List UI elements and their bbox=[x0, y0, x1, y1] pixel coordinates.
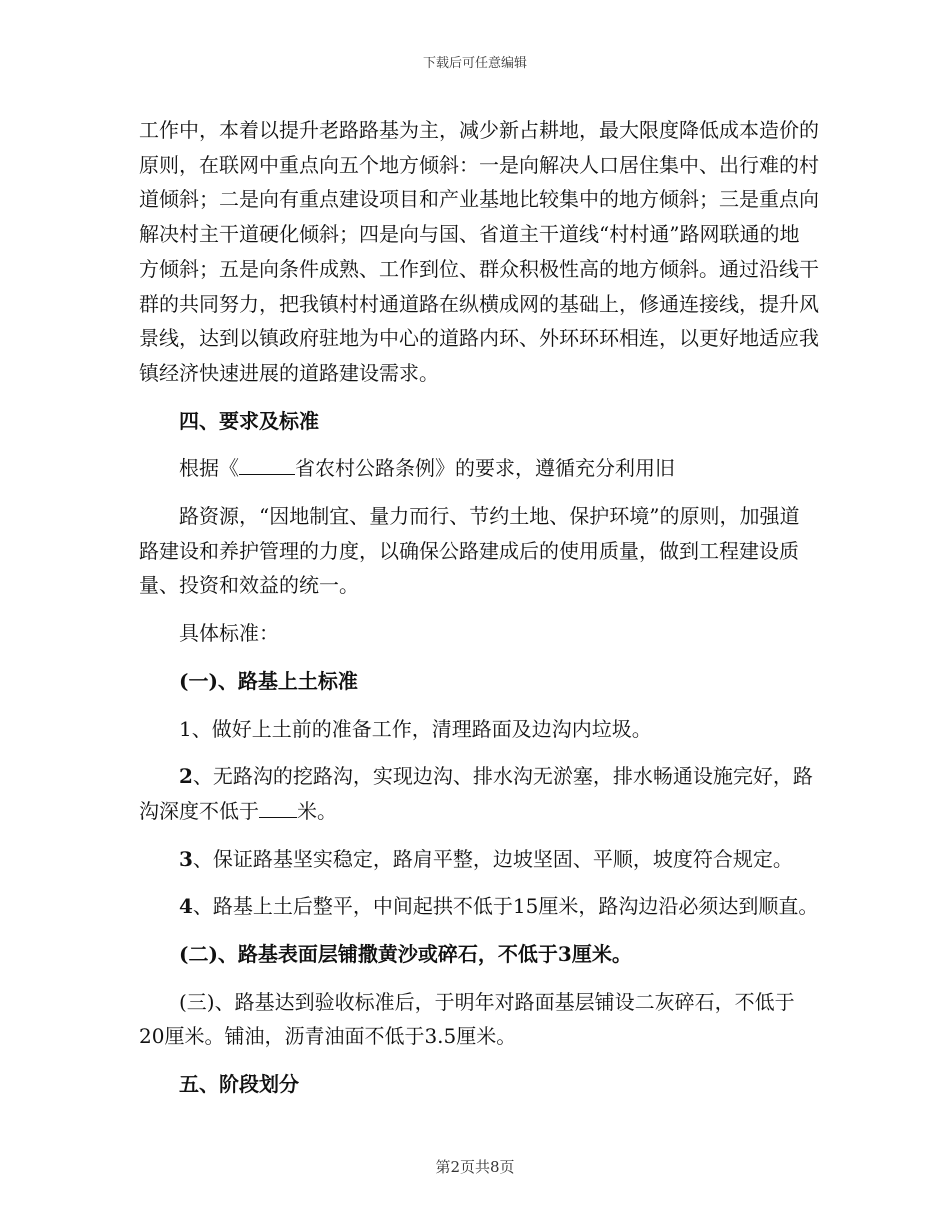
item-number: 4 bbox=[179, 894, 193, 919]
paragraph: 工作中，本着以提升老路路基为主，减少新占耕地，最大限度降低成本造价的原则，在联网中重点向五个地方倾斜：一是向解决人口居住集中、出行难的村道倾斜；二是向有重点建设项目和产业基地比较集中的地方倾斜；三是重点向解决村主干道硬化倾斜；四是向与国、省道主干道线“村村通”路网联通的地方倾斜；五是向条件成熟、工作到位、群众积极性高的地方倾斜。通过沿线干群的共同努力，把我镇村村通道路在纵横成网的基础上，修通连接线，提升风景线，达到以镇政府驻地为中心的道路内环、外环环环相连，以更好地适应我镇经济快速进展的道路建设需求。 bbox=[139, 118, 819, 385]
section-heading: 四、要求及标准 bbox=[179, 408, 319, 433]
fill-in-blank bbox=[259, 799, 297, 818]
paragraph: 路资源，“因地制宜、量力而行、节约土地、保护环境”的原则，加强道路建设和养护管理的力度，以确保公路建成后的使用质量，做到工程建设质量、投资和效益的统一。 bbox=[139, 504, 800, 598]
paragraph-text: 省农村公路条例》的要求，遵循充分利用旧 bbox=[295, 456, 675, 481]
section-heading: 五、阶段划分 bbox=[179, 1072, 299, 1097]
list-item bbox=[139, 889, 819, 924]
subsection-heading: (二)、路基表面层铺撒黄沙或碎石，不低于3厘米。 bbox=[179, 942, 632, 967]
subsection-heading: (一)、路基上土标准 bbox=[179, 668, 358, 693]
item-text: 米。 bbox=[297, 798, 337, 823]
item-text: 、无路沟的挖路沟，实现边沟、排水沟无淤塞，排水畅通设施完好，路沟深度不低于 bbox=[139, 764, 813, 823]
page-header: 下载后可任意编辑 bbox=[422, 56, 527, 71]
page-footer: 第2页共8页 bbox=[435, 1158, 515, 1176]
list-item bbox=[139, 842, 819, 877]
document-body bbox=[139, 113, 819, 1102]
item-text: 、保证路基坚实稳定，路肩平整，边坡坚固、平顺，坡度符合规定。 bbox=[192, 846, 793, 871]
list-item: 1、做好上土前的准备工作，清理路面及边沟内垃圾。 bbox=[179, 716, 652, 741]
paragraph bbox=[139, 451, 819, 486]
paragraph-text: 根据《 bbox=[179, 456, 239, 481]
paragraph: (三)、路基达到验收标准后，于明年对路面基层铺设二灰碎石，不低于20厘米。铺油，沥青油面不低于3.5厘米。 bbox=[139, 989, 795, 1049]
item-text: 、路基上土后整平，中间起拱不低于15厘米，路沟边沿必须达到顺直。 bbox=[192, 894, 819, 919]
item-number: 3 bbox=[179, 846, 193, 871]
list-item bbox=[139, 759, 819, 828]
item-number: 2 bbox=[179, 764, 193, 789]
paragraph: 具体标准： bbox=[179, 621, 279, 646]
fill-in-blank bbox=[239, 456, 295, 475]
